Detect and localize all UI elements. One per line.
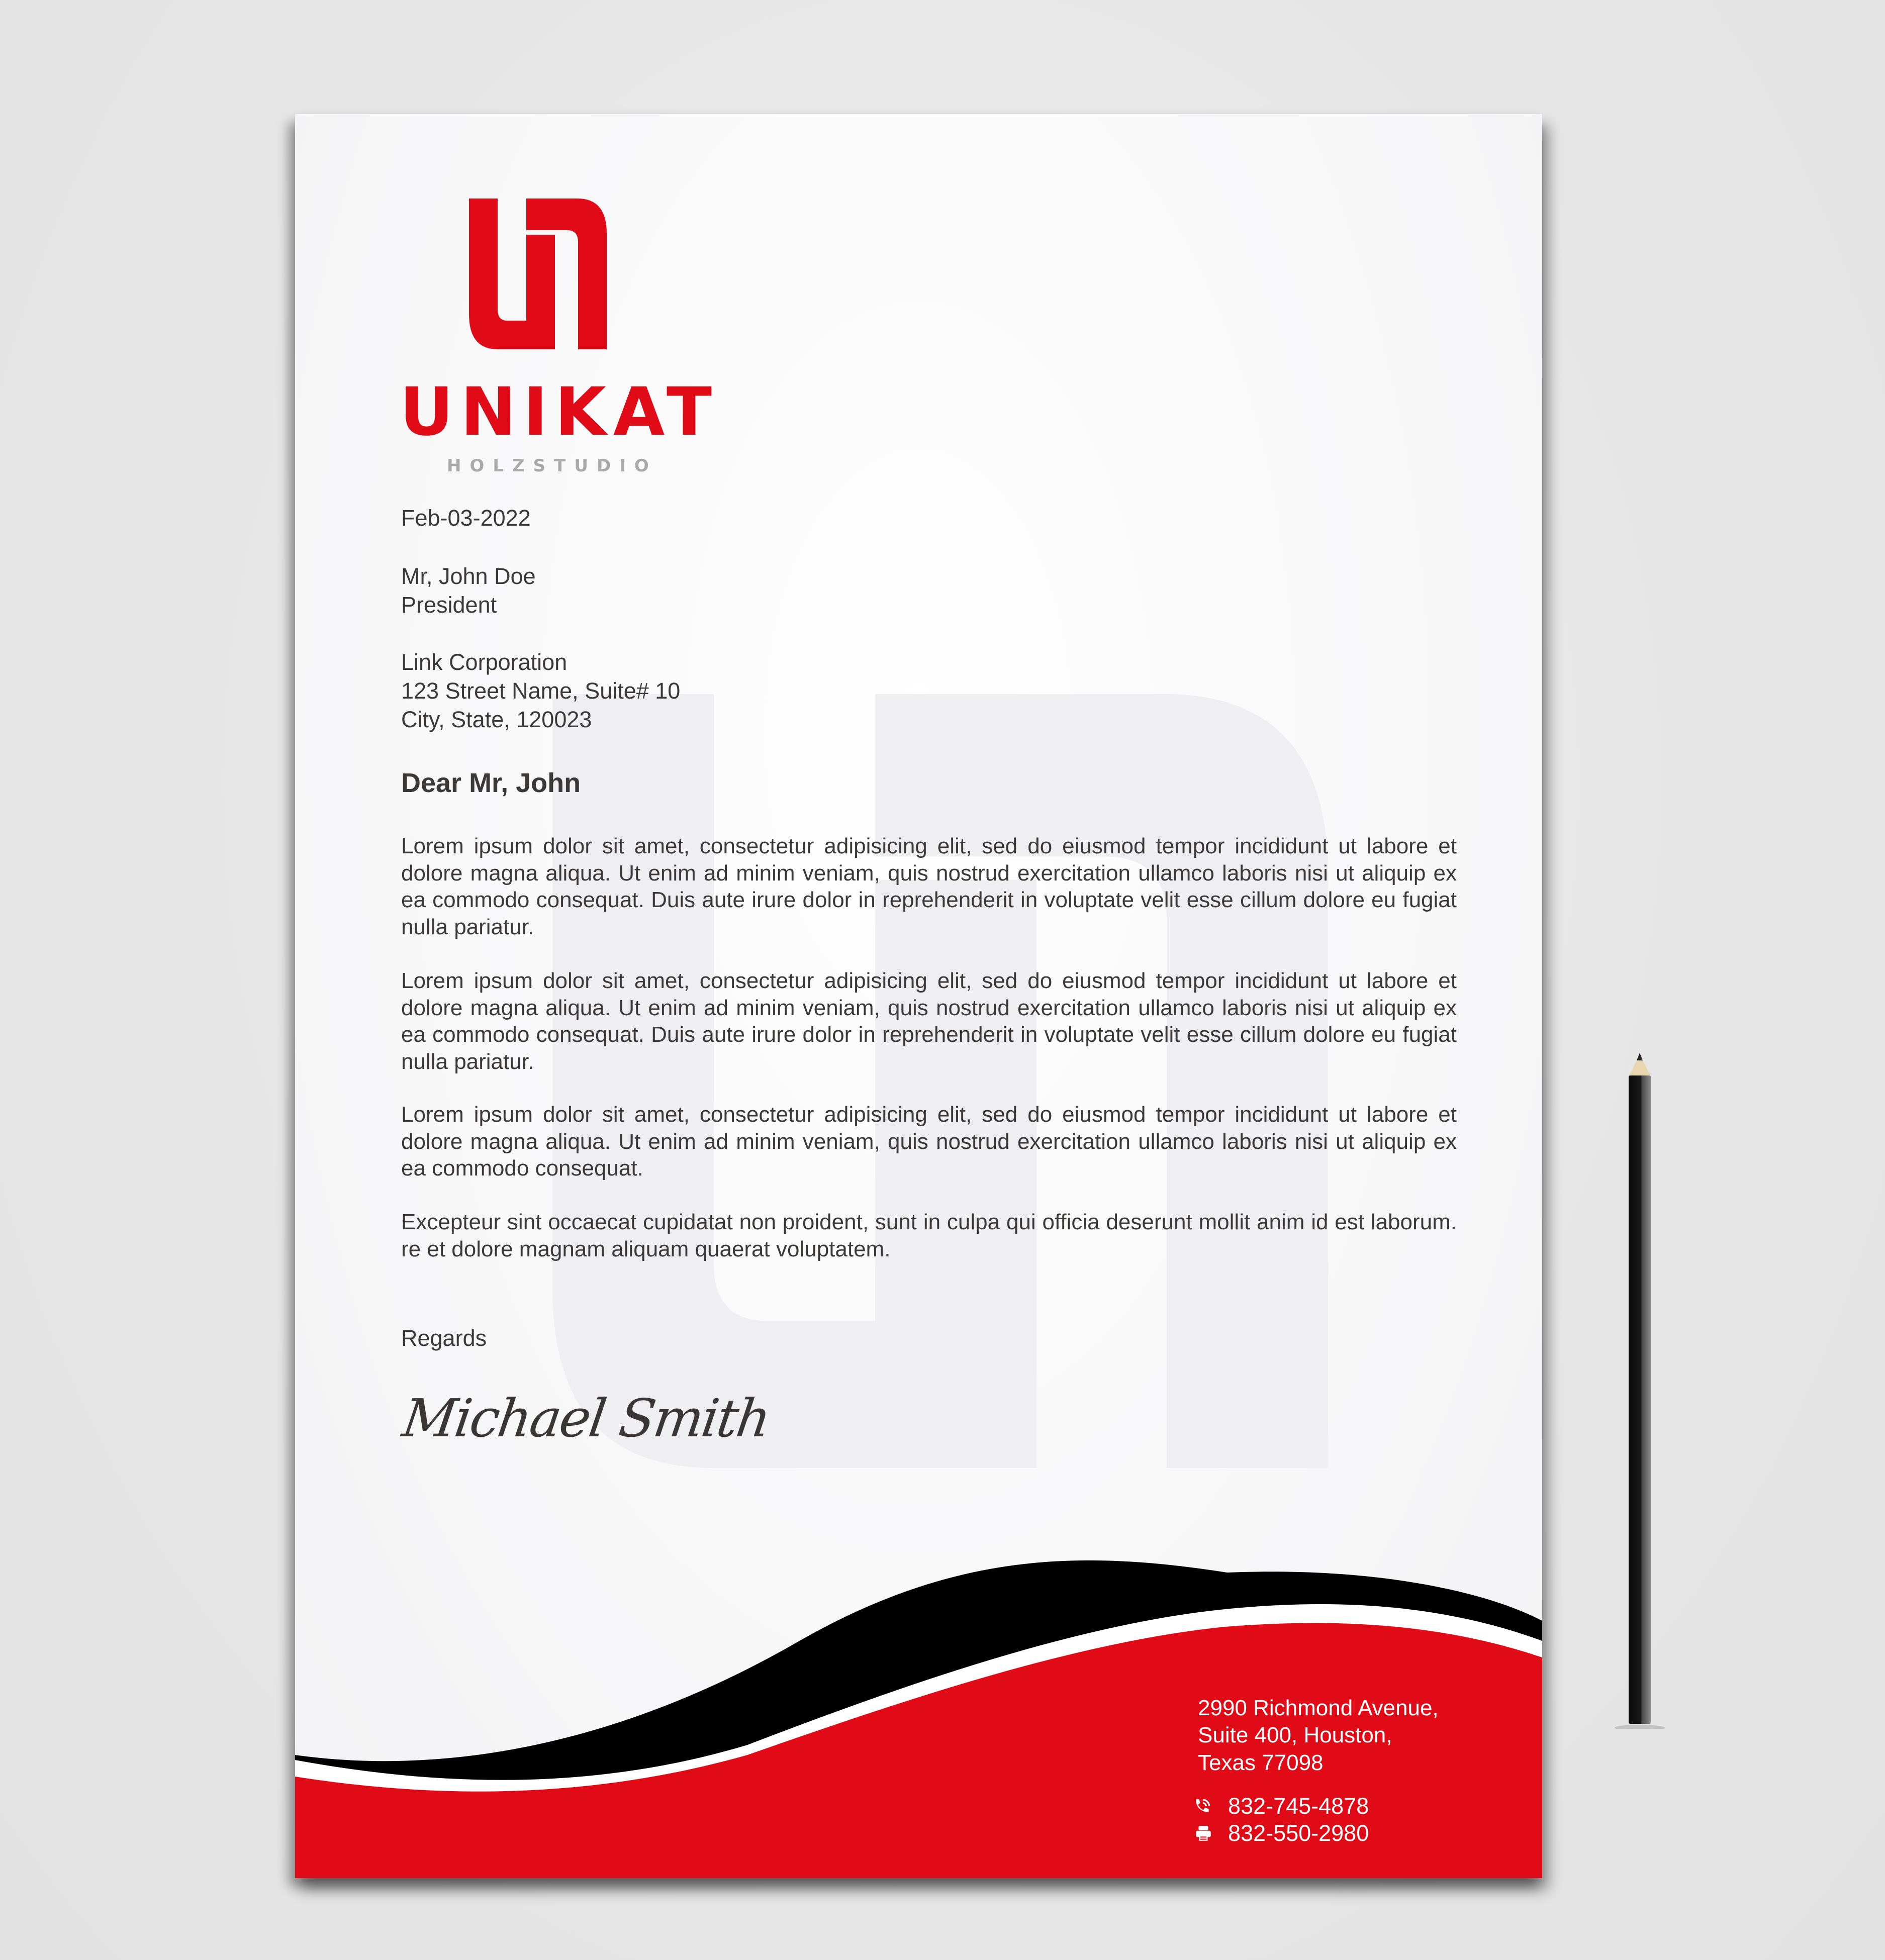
footer-address-line2: Suite 400, Houston, [1198,1723,1392,1747]
body-paragraph-3: Lorem ipsum dolor sit amet, consectetur adipisicing elit, sed do eiusmod tempor incididunt ut labore et dolore magna aliqua. Ut enim ad minim veniam, quis nostrud exercitation ullamco laboris nisi ut aliquip ex ea commodo consequat. [401,1102,1457,1181]
letter-date: Feb-03-2022 [401,505,531,531]
body-paragraph-2: Lorem ipsum dolor sit amet, consectetur adipisicing elit, sed do eiusmod tempor incididunt ut labore et dolore magna aliqua. Ut enim ad minim veniam, quis nostrud exercitation ullamco laboris nisi ut aliquip ex ea commodo consequat. Duis aute irure dolor in reprehenderit in voluptate velit esse cillum dolore eu fugiat nulla pariatur. [401,968,1457,1074]
pencil-icon [1609,1045,1669,1729]
footer-fax [1194,1820,1369,1847]
greeting: Dear Mr, John [401,768,581,798]
footer-address-line1: 2990 Richmond Avenue, [1198,1696,1439,1720]
fax-icon [1194,1824,1213,1842]
fax-number: 832-550-2980 [1228,1820,1369,1846]
phone-icon [1194,1797,1213,1815]
recipient-address-line2: City, State, 120023 [401,707,592,732]
body-paragraph-1: Lorem ipsum dolor sit amet, consectetur adipisicing elit, sed do eiusmod tempor incididunt ut labore et dolore magna aliqua. Ut enim ad minim veniam, quis nostrud exercitation ullamco laboris nisi ut aliquip ex ea commodo consequat. Duis aute irure dolor in reprehenderit in voluptate velit esse cillum dolore eu fugiat nulla pariatur. [401,834,1457,939]
signature: Michael Smith [399,1388,774,1449]
brand-subtitle: HOLZSTUDIO [447,456,657,476]
recipient-company: Link Corporation [401,649,568,675]
recipient-title: President [401,592,497,618]
footer-address-line3: Texas 77098 [1198,1750,1324,1775]
brand-name: UNIKAT [400,373,719,451]
closing: Regards [401,1325,487,1351]
recipient-address-line1: 123 Street Name, Suite# 10 [401,678,681,704]
footer-phone [1194,1793,1369,1820]
letterhead-page [295,114,1542,1878]
recipient-name: Mr, John Doe [401,563,536,589]
phone-number: 832-745-4878 [1228,1793,1369,1819]
footer-wave [295,114,1542,1878]
body-paragraph-4: Excepteur sint occaecat cupidatat non proident, sunt in culpa qui officia deserunt mollit anim id est laborum. re et dolore magnam aliquam quaerat voluptatem. [401,1210,1457,1261]
